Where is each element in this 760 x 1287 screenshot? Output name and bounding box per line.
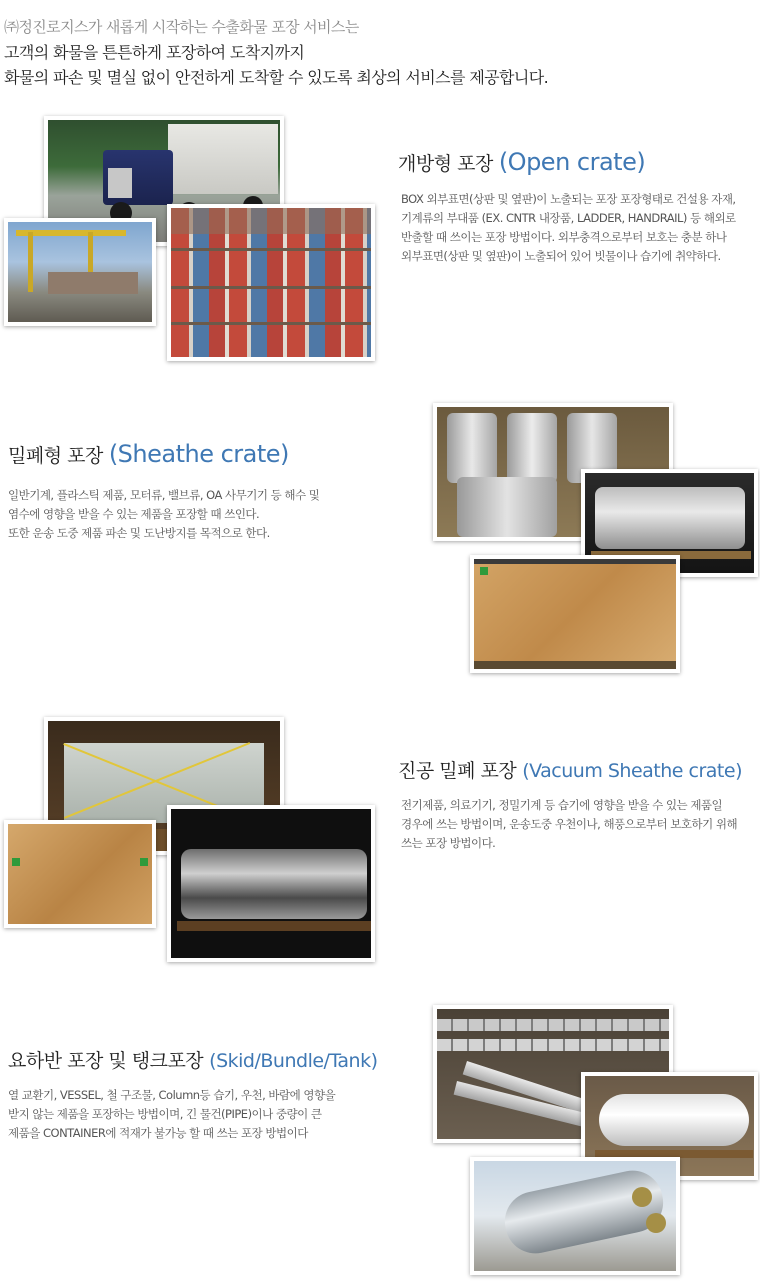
section-4-description [8, 1086, 335, 1143]
section-1-desc-line: 기계류의 부대품 (EX. CNTR 내장품, LADDER, HANDRAIL) 등 해외로 [401, 211, 736, 225]
section-3-desc-line: 경우에 쓰는 방법이며, 운송도중 우천이나, 해풍으로부터 보호하기 위해 [401, 817, 738, 831]
wooden-crate-2-photo [4, 820, 156, 928]
section-1-desc-line: 반출할 때 쓰이는 포장 방법이다. 외부충격으로부터 보호는 충분 하나 [401, 230, 727, 244]
section-1-desc-line: BOX 외부표면(상판 및 옆판)이 노출되는 포장 포장형태로 건설용 자재, [401, 192, 736, 206]
section-3-title-ko: 진공 밀폐 포장 [398, 760, 517, 782]
section-3-title-en: (Vacuum Sheathe crate) [522, 760, 742, 782]
wooden-crate-photo [470, 555, 680, 673]
intro-line-1: 고객의 화물을 튼튼하게 포장하여 도착지까지 [4, 43, 305, 62]
section-2-desc-line: 염수에 영향을 받을 수 있는 제품을 포장할 때 쓰인다. [8, 507, 260, 521]
section-1-heading [398, 148, 645, 176]
section-1-title-en: (Open crate) [498, 148, 646, 176]
tank-photo [470, 1157, 680, 1275]
section-4-title-en: (Skid/Bundle/Tank) [209, 1050, 378, 1072]
section-2-desc-line: 또한 운송 도중 제품 파손 및 도난방지를 목적으로 한다. [8, 526, 270, 540]
section-3-heading [398, 756, 742, 783]
section-2-heading [8, 440, 289, 468]
section-3-desc-line: 쓰는 포장 방법이다. [401, 836, 496, 850]
section-2-desc-line: 일반기계, 플라스틱 제품, 모터류, 밸브류, OA 사무기기 등 해수 및 [8, 488, 320, 502]
section-4-heading [8, 1046, 378, 1073]
intro-text [4, 14, 744, 90]
section-4-desc-line: 받지 않는 제품을 포장하는 방법이며, 긴 물건(PIPE)이나 중량이 큰 [8, 1107, 322, 1121]
section-2-title-ko: 밀폐형 포장 [8, 445, 103, 467]
section-4-desc-line: 열 교환기, VESSEL, 철 구조물, Column등 습기, 우천, 바람에 영향을 [8, 1088, 336, 1102]
section-3-description [401, 796, 737, 853]
section-4-desc-line: 제품을 CONTAINER에 적재가 불가능 할 때 쓰는 포장 방법이다 [8, 1126, 308, 1140]
section-1-desc-line: 외부표면(상판 및 옆판)이 노출되어 있어 빗물이나 습기에 취약하다. [401, 249, 721, 263]
section-4-title-ko: 요하반 포장 및 탱크포장 [8, 1050, 204, 1072]
section-1-title-ko: 개방형 포장 [398, 153, 493, 175]
intro-lead: ㈜정진로지스가 새롭게 시작하는 수출화물 포장 서비스는 [4, 18, 359, 36]
containers-photo [167, 204, 375, 361]
section-1-description [401, 190, 736, 266]
vacuum-wrapped-photo [167, 805, 375, 962]
port-crane-photo [4, 218, 156, 326]
section-2-description [8, 486, 319, 543]
section-2-title-en: (Sheathe crate) [108, 440, 289, 468]
intro-line-2: 화물의 파손 및 멸실 없이 안전하게 도착할 수 있도록 최상의 서비스를 제공합니다. [4, 68, 549, 87]
section-3-desc-line: 전기제품, 의료기기, 정밀기계 등 습기에 영향을 받을 수 있는 제품일 [401, 798, 723, 812]
